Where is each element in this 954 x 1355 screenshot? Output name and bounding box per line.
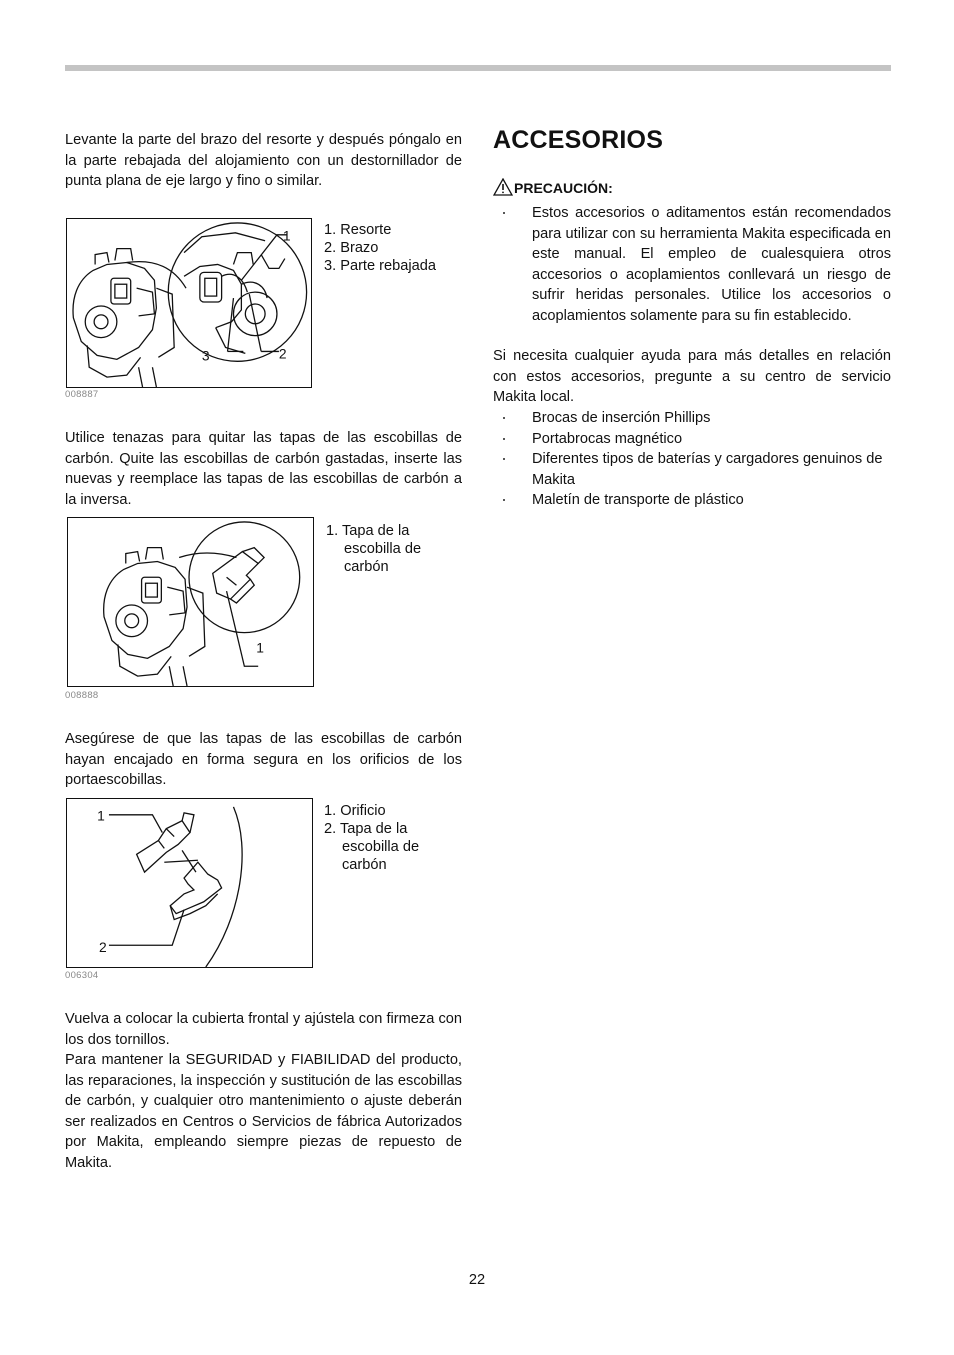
figure-brush-cap [67,517,314,687]
legend-item: 3. Parte rebajada [324,258,436,274]
figure-brush-holder-orifice [66,798,313,968]
list-item: Maletín de transporte de plástico [493,490,891,511]
list-item: Portabrocas magnético [493,429,891,450]
header-rule [65,65,891,71]
figure-legend-1 [324,221,464,275]
drawing-brush-cap [68,518,313,686]
instruction-paragraph-5: Para mantener la SEGURIDAD y FIABILIDAD del producto, las reparaciones, la inspección y sustitución de las escobillas de carbón, y cualquier otro mantenimiento o ajuste deberán ser realizados en Centros o Servicios de fábrica Autorizados por Makita, empleando siempre piezas de repuesto de Makita. [65,1052,462,1171]
callout-1: 1 [256,639,264,656]
legend-item: 1. Orificio [324,803,386,819]
callout-1: 1 [97,807,105,824]
callout-1: 1 [282,227,291,244]
legend-item: 2. Tapa de la escobilla de carbón [324,821,420,873]
list-item: Brocas de inserción Phillips [493,408,891,429]
caution-list [493,203,891,326]
accessories-list [493,408,891,511]
figure-legend-3 [324,802,454,874]
legend-item: 1. Resorte [324,222,392,238]
list-item: Diferentes tipos de baterías y cargadores genuinos de Makita [493,449,891,490]
figure-code: 006304 [65,970,99,981]
instruction-paragraph-3: Asegúrese de que las tapas de las escobillas de carbón hayan encajado en forma segura en los orificios de los portaescobillas. [65,731,462,788]
callout-2: 2 [99,939,107,956]
instruction-paragraph-1: Levante la parte del brazo del resorte y después póngalo en la parte rebajada del alojamiento con un destornillador de punta plana de eje largo y fino o similar. [65,132,462,189]
warning-triangle-icon [493,178,513,196]
figure-spring-arm [66,218,312,388]
instruction-paragraph-2: Utilice tenazas para quitar las tapas de las escobillas de carbón. Quite las escobillas de carbón gastadas, inserte las nuevas y reemplace las tapas de las escobillas de carbón a la inversa. [65,430,462,508]
drawing-brush-holder-spring [67,219,311,387]
caution-heading [493,178,613,196]
legend-item: 2. Brazo [324,240,379,256]
figure-code: 008887 [65,389,99,400]
figure-legend-2 [326,522,446,576]
caution-item: Estos accesorios o aditamentos están recomendados para utilizar con su herramienta Makita especificada en este manual. El empleo de cualesquiera otros accesorios o acoplamientos conllevará un riesgo de sufrir heridas personales. Utilice los accesorios o acoplamientos solamente para su fin establecido. [493,203,891,326]
instruction-paragraph-4: Vuelva a colocar la cubierta frontal y ajústela con firmeza con los dos tornillos. [65,1011,462,1048]
help-paragraph: Si necesita cualquier ayuda para más detalles en relación con estos accesorios, pregunte a su centro de servicio Makita local. [493,348,891,405]
legend-item: 1. Tapa de la escobilla de carbón [326,523,422,575]
drawing-orifice [67,799,312,967]
callout-3: 3 [201,347,210,364]
section-title: ACCESORIOS [493,126,664,154]
page-number: 22 [468,1272,486,1288]
callout-2: 2 [278,345,287,362]
figure-code: 008888 [65,690,99,701]
caution-label: PRECAUCIÓN: [514,180,613,196]
